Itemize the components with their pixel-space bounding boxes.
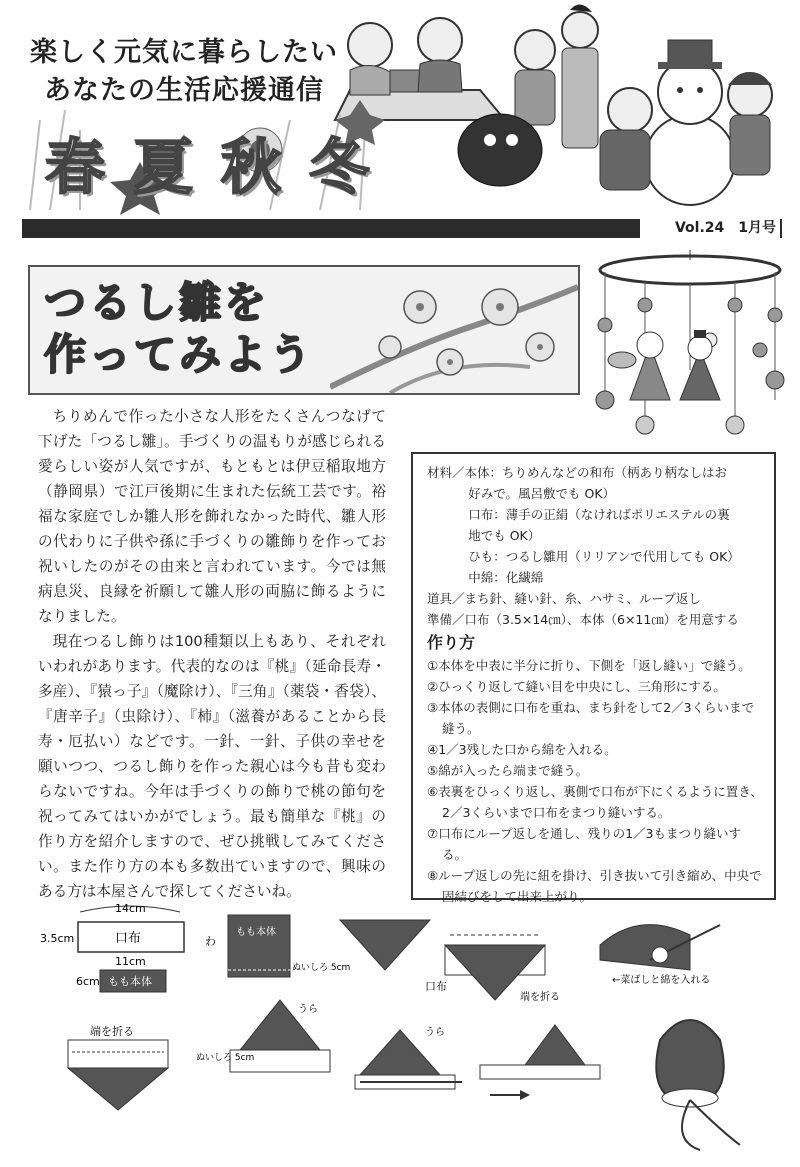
materials-prep: 準備／口布（3.5×14㎝）、本体（6×11㎝）を用意する [427, 612, 739, 627]
wata-note: ←菜ばしと綿を入れる [612, 975, 711, 986]
volume-issue: Vol.24 1月号 [640, 219, 780, 238]
materials-tools: 道具／まち針、縫い針、糸、ハサミ、ループ返し [427, 591, 701, 606]
howto-step: ⑦口布にループ返しを通し、残りの1／3もまつり縫いする。 [427, 826, 741, 862]
dim-3-5cm: 3.5cm [40, 932, 75, 945]
howto-step: ④1／3残した口から綿を入れる。 [427, 742, 617, 757]
materials-kuchinuno-cont: 地でも OK） [468, 528, 541, 543]
dim-11cm: 11cm [115, 955, 146, 968]
nuishiro-label-2: ぬいしろ 5cm [196, 1053, 255, 1063]
howto-step: ⑥表裏をひっくり返し、裏側で口布が下にくるように置き、2／3くらいまで口布をまつり縫いする。 [427, 784, 763, 820]
howto-diagrams [0, 900, 800, 1167]
kuchinuno-label-2: 口布 [425, 980, 447, 993]
tagline-line-2: あなたの生活応援通信 [44, 75, 324, 106]
header-tagline [30, 34, 338, 110]
howto-step: ③本体の表側に口布を重ね、まち針をして2／3くらいまで縫う。 [427, 700, 755, 736]
howto-step: ①本体を中表に半分に折り、下側を「返し縫い」で縫う。 [427, 658, 751, 673]
diagram-fabric-pieces [40, 902, 184, 992]
ura-label-2: うら [425, 1027, 445, 1038]
tagline-line-1: 楽しく元気に暮らしたい [30, 37, 338, 68]
plum-blossom-icon [330, 267, 578, 393]
hashi-oru-label: 端を折る [520, 992, 560, 1003]
howto-step: ②ひっくり返して縫い目を中央にし、三角形にする。 [427, 679, 726, 694]
diagram-step-7 [355, 1026, 462, 1089]
materials-body: 材料／本体：ちりめんなどの和布（柄あり柄なしはお [427, 465, 728, 480]
materials-nakawata: 中綿：化繊綿 [468, 570, 544, 585]
howto-step: ⑤綿が入ったら端まで縫う。 [427, 763, 589, 778]
title-line-2: 作ってみよう [44, 330, 315, 379]
article-paragraph-1: ちりめんで作った小さな人形をたくさんつなげて下げた「つるし雛」。手づくりの温もりが感じられる愛らしい姿が人気ですが、もともとは伊豆稲取地方（静岡県）で江戸後期に生まれた伝統工芸です。裕福な家庭でしか雛人形を飾れなかった時代、雛人形の代わりに子供や孫に手づくりの雛飾りを作ってお祝いしたのがその由来と言われています。今では無病息災、良縁を祈願して雛人形の両脇に飾るようになりました。 [38, 408, 386, 625]
dim-6cm: 6cm [76, 975, 100, 988]
tsurushi-bina-illustration [590, 250, 790, 445]
diagram-step-4 [600, 925, 720, 986]
wa-label: わ [205, 935, 216, 948]
article-paragraph-2: 現在つるし飾りは100種類以上もあり、それぞれいわれがあります。代表的なのは『桃』（延命長寿・多産）、『猿っ子』（魔除け）、『三角』（薬袋・香袋）、『唐辛子』（虫除け）、『柿』（滋養があることから長寿・厄払い）などです。一針、一針、子供の幸せを願いつつ、つるし飾りを作った親心は今も昔も変わらないですね。今年は手づくりの飾りで桃の節句を祝ってみてはいかがでしょう。最も簡単な『桃』の作り方を紹介しますので、ぜひ挑戦してみてください。また作り方の本も多数出ていますので、興味のある方は本屋さんで探してくださいね。 [38, 633, 386, 900]
dim-14cm: 14cm [115, 902, 146, 915]
diagram-step-6 [196, 1000, 330, 1072]
howto-title: 作り方 [427, 633, 476, 652]
momo-hontai-label-2: もも本体 [236, 927, 276, 938]
hashi-oru-label-2: 端を折る [90, 1025, 134, 1038]
nuishiro-label: ぬいしろ 5cm [292, 963, 351, 973]
seasons-title: 春夏秋冬 [45, 133, 397, 203]
materials-body-cont: 好みで。風呂敷でも OK） [468, 486, 616, 501]
diagram-step-5 [68, 1024, 168, 1110]
diagram-step-2 [340, 920, 430, 970]
article-title-banner [28, 265, 580, 395]
article-body [38, 404, 386, 904]
materials-kuchinuno: 口布：薄手の正絹（なければポリエステルの裏 [468, 507, 730, 522]
howto-step: ⑧ループ返しの先に紐を掛け、引き抜いて引き縮め、中央で固結びをして出来上がり。 [427, 868, 762, 904]
diagram-step-8 [480, 1025, 600, 1100]
ura-label: うら [298, 1004, 318, 1015]
materials-box [411, 452, 776, 904]
materials-himo: ひも：つるし雛用（リリアンで代用しても OK） [468, 549, 740, 564]
diagram-step-1 [205, 915, 350, 977]
kuchinuno-label: 口布 [115, 931, 142, 946]
article-title [44, 277, 314, 381]
diagram-step-3 [425, 935, 560, 1003]
diagram-finished-peach [656, 1020, 740, 1150]
title-line-1: つるし雛を [44, 278, 270, 327]
momo-hontai-label: もも本体 [108, 975, 152, 988]
